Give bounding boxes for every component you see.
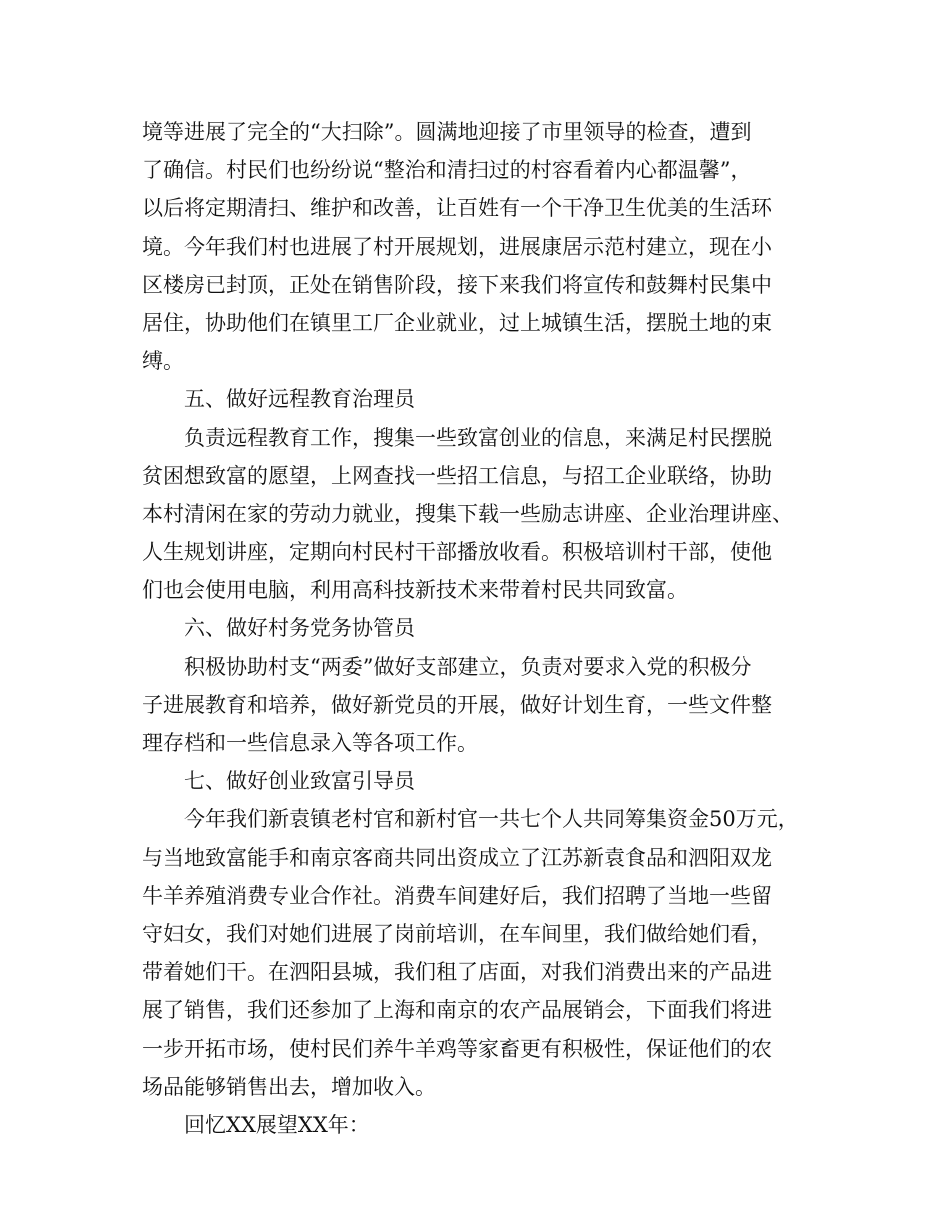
text-line: 回忆XX展望XX年： — [184, 1112, 370, 1137]
text-line: 守妇女，我们对她们进展了岗前培训，在车间里，我们做给她们看， — [142, 921, 772, 946]
text-line: 居住，协助他们在镇里工厂企业就业，过上城镇生活，摆脱土地的束 — [142, 310, 772, 335]
text-line: 五、做好远程教育治理员 — [184, 387, 415, 412]
text-line: 带着她们干。在泗阳县城，我们租了店面，对我们消费出来的产品进 — [142, 960, 772, 985]
text-line: 了确信。村民们也纷纷说“整治和清扫过的村容看着内心都温馨”， — [142, 158, 752, 183]
text-line: 贫困想致富的愿望，上网查找一些招工信息，与招工企业联络，协助 — [142, 463, 772, 488]
text-line: 区楼房已封顶，正处在销售阶段，接下来我们将宣传和鼓舞村民集中 — [142, 272, 772, 297]
text-line: 积极协助村支“两委”做好支部建立，负责对要求入党的积极分 — [184, 654, 752, 679]
text-line: 缚。 — [142, 349, 184, 374]
text-line: 一步开拓市场，使村民们养牛羊鸡等家畜更有积极性，保证他们的农 — [142, 1036, 772, 1061]
text-line: 理存档和一些信息录入等各项工作。 — [142, 731, 478, 755]
text-line: 牛羊养殖消费专业合作社。消费车间建好后，我们招聘了当地一些留 — [142, 883, 772, 908]
text-line: 们也会使用电脑，利用高科技新技术来带着村民共同致富。 — [142, 578, 688, 603]
text-line: 境。今年我们村也进展了村开展规划，进展康居示范村建立，现在小 — [142, 234, 772, 259]
text-line: 人生规划讲座，定期向村民村干部播放收看。积极培训村干部，使他 — [142, 540, 772, 565]
text-line: 六、做好村务党务协管员 — [184, 616, 415, 641]
text-line: 负责远程教育工作，搜集一些致富创业的信息，来满足村民摆脱 — [184, 425, 772, 450]
text-line: 展了销售，我们还参加了上海和南京的农产品展销会，下面我们将进 — [142, 998, 772, 1023]
text-line: 七、做好创业致富引导员 — [184, 769, 415, 794]
text-line: 以后将定期清扫、维护和改善，让百姓有一个干净卫生优美的生活环 — [142, 196, 772, 221]
document-body — [142, 113, 822, 1144]
text-line: 子进展教育和培养，做好新党员的开展，做好计划生育，一些文件整 — [142, 692, 772, 717]
text-line: 今年我们新袁镇老村官和新村官一共七个人共同筹集资金50万元， — [184, 807, 799, 832]
text-line: 境等进展了完全的“大扫除”。圆满地迎接了市里领导的检查，遭到 — [142, 120, 752, 144]
text-line: 场品能够销售出去，增加收入。 — [142, 1074, 436, 1099]
text-line: 与当地致富能手和南京客商共同出资成立了江苏新袁食品和泗阳双龙 — [142, 845, 772, 870]
text-line: 本村清闲在家的劳动力就业，搜集下载一些励志讲座、企业治理讲座、 — [142, 501, 793, 526]
